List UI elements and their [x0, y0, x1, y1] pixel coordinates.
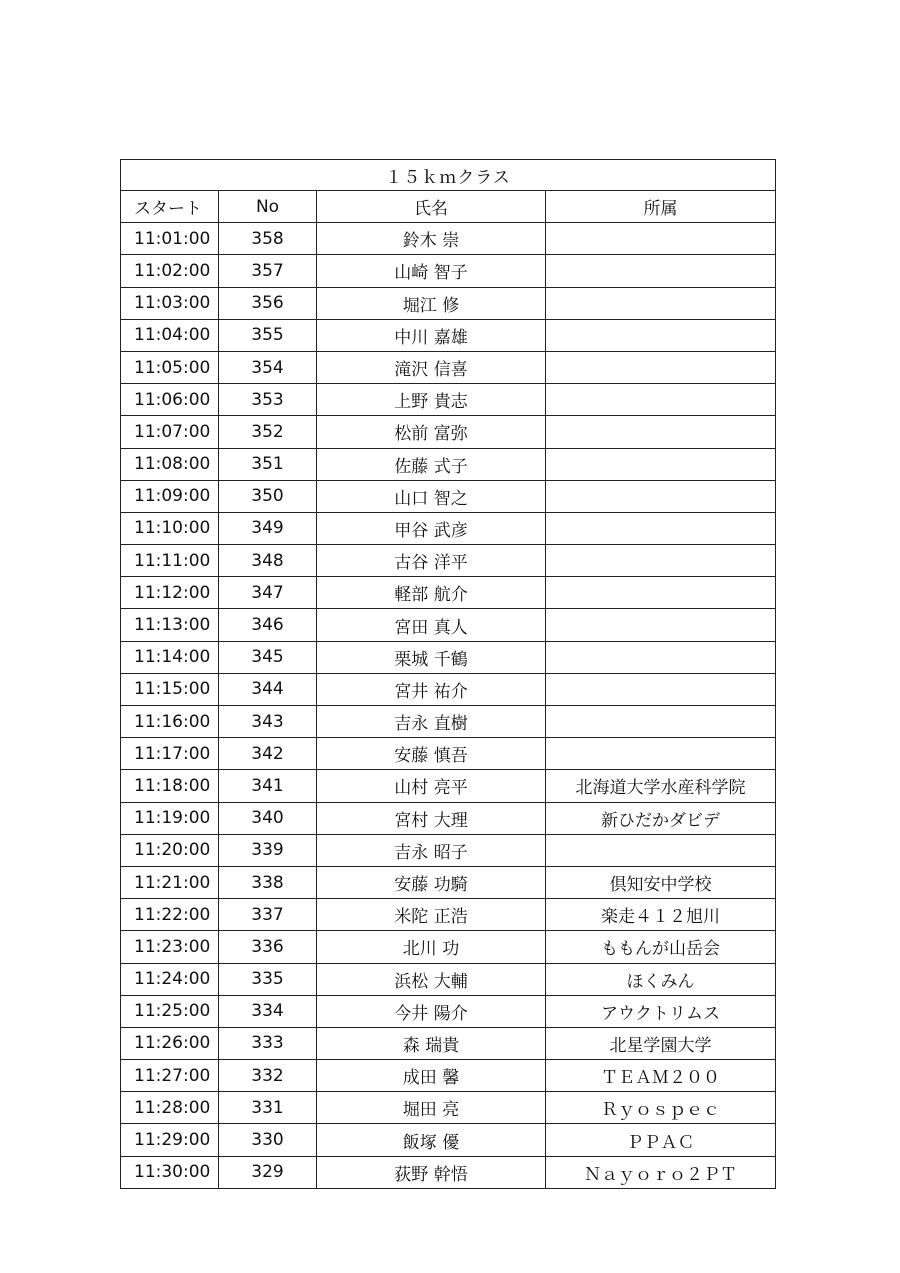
bib-number-cell: 341 [219, 770, 317, 802]
affiliation-cell [546, 319, 776, 351]
table-row [121, 1027, 776, 1059]
table-row [121, 931, 776, 963]
runner-name-cell: 米陀 正浩 [317, 899, 546, 931]
runner-name-cell: 佐藤 式子 [317, 448, 546, 480]
bib-number-cell: 357 [219, 255, 317, 287]
bib-number-cell: 342 [219, 738, 317, 770]
affiliation-cell [546, 287, 776, 319]
start-time-cell: 11:14:00 [121, 641, 219, 673]
table-row [121, 995, 776, 1027]
affiliation-cell [546, 834, 776, 866]
affiliation-cell: Ｎａｙｏｒｏ２ＰＴ [546, 1156, 776, 1188]
runner-name-cell: 堀田 亮 [317, 1092, 546, 1124]
bib-number-cell: 332 [219, 1060, 317, 1092]
start-time-cell: 11:28:00 [121, 1092, 219, 1124]
runner-name-cell: 浜松 大輔 [317, 963, 546, 995]
table-row [121, 1124, 776, 1156]
table-row [121, 706, 776, 738]
runner-name-cell: 山崎 智子 [317, 255, 546, 287]
bib-number-cell: 329 [219, 1156, 317, 1188]
affiliation-cell [546, 673, 776, 705]
runner-name-cell: 北川 功 [317, 931, 546, 963]
table-row [121, 512, 776, 544]
table-row [121, 287, 776, 319]
table-row [121, 738, 776, 770]
table-row [121, 384, 776, 416]
bib-number-cell: 349 [219, 512, 317, 544]
runner-name-cell: 上野 貴志 [317, 384, 546, 416]
affiliation-cell: ＰＰＡＣ [546, 1124, 776, 1156]
affiliation-cell: 北海道大学水産科学院 [546, 770, 776, 802]
start-time-cell: 11:20:00 [121, 834, 219, 866]
bib-number-cell: 338 [219, 866, 317, 898]
table-row [121, 770, 776, 802]
runner-name-cell: 吉永 直樹 [317, 706, 546, 738]
start-time-cell: 11:23:00 [121, 931, 219, 963]
bib-number-cell: 339 [219, 834, 317, 866]
bib-number-cell: 347 [219, 577, 317, 609]
table-row [121, 802, 776, 834]
header-affiliation: 所属 [546, 191, 776, 223]
start-time-cell: 11:03:00 [121, 287, 219, 319]
table-row [121, 223, 776, 255]
runner-name-cell: 安藤 功騎 [317, 866, 546, 898]
start-time-cell: 11:06:00 [121, 384, 219, 416]
affiliation-cell [546, 416, 776, 448]
runner-name-cell: 今井 陽介 [317, 995, 546, 1027]
start-time-cell: 11:16:00 [121, 706, 219, 738]
start-time-cell: 11:19:00 [121, 802, 219, 834]
start-time-cell: 11:10:00 [121, 512, 219, 544]
start-time-cell: 11:01:00 [121, 223, 219, 255]
table-row [121, 963, 776, 995]
runner-name-cell: 成田 馨 [317, 1060, 546, 1092]
runner-name-cell: 古谷 洋平 [317, 545, 546, 577]
bib-number-cell: 335 [219, 963, 317, 995]
table-row [121, 351, 776, 383]
bib-number-cell: 348 [219, 545, 317, 577]
affiliation-cell [546, 448, 776, 480]
table-row [121, 319, 776, 351]
start-time-cell: 11:18:00 [121, 770, 219, 802]
start-time-cell: 11:27:00 [121, 1060, 219, 1092]
table-row [121, 866, 776, 898]
affiliation-cell: 新ひだかダビデ [546, 802, 776, 834]
affiliation-cell: ほくみん [546, 963, 776, 995]
bib-number-cell: 345 [219, 641, 317, 673]
start-time-cell: 11:17:00 [121, 738, 219, 770]
table-row [121, 1092, 776, 1124]
runner-name-cell: 松前 富弥 [317, 416, 546, 448]
header-row [121, 191, 776, 223]
runner-name-cell: 山村 亮平 [317, 770, 546, 802]
affiliation-cell: Ｒｙｏｓｐｅｃ [546, 1092, 776, 1124]
start-time-cell: 11:24:00 [121, 963, 219, 995]
bib-number-cell: 358 [219, 223, 317, 255]
bib-number-cell: 356 [219, 287, 317, 319]
runner-name-cell: 吉永 昭子 [317, 834, 546, 866]
bib-number-cell: 337 [219, 899, 317, 931]
bib-number-cell: 334 [219, 995, 317, 1027]
affiliation-cell: 北星学園大学 [546, 1027, 776, 1059]
title-row [121, 160, 776, 191]
affiliation-cell: 倶知安中学校 [546, 866, 776, 898]
runner-name-cell: 飯塚 優 [317, 1124, 546, 1156]
start-time-cell: 11:07:00 [121, 416, 219, 448]
start-time-cell: 11:21:00 [121, 866, 219, 898]
bib-number-cell: 355 [219, 319, 317, 351]
affiliation-cell [546, 738, 776, 770]
class-title: １５ｋｍクラス [121, 160, 776, 191]
affiliation-cell [546, 512, 776, 544]
affiliation-cell: 楽走４１２旭川 [546, 899, 776, 931]
bib-number-cell: 354 [219, 351, 317, 383]
header-name: 氏名 [317, 191, 546, 223]
affiliation-cell [546, 223, 776, 255]
bib-number-cell: 343 [219, 706, 317, 738]
start-time-cell: 11:22:00 [121, 899, 219, 931]
start-list-table [120, 159, 776, 1189]
header-no: No [219, 191, 317, 223]
runner-name-cell: 宮田 真人 [317, 609, 546, 641]
runner-name-cell: 山口 智之 [317, 480, 546, 512]
affiliation-cell [546, 255, 776, 287]
bib-number-cell: 340 [219, 802, 317, 834]
runner-name-cell: 軽部 航介 [317, 577, 546, 609]
start-time-cell: 11:25:00 [121, 995, 219, 1027]
bib-number-cell: 336 [219, 931, 317, 963]
table-row [121, 448, 776, 480]
start-time-cell: 11:30:00 [121, 1156, 219, 1188]
bib-number-cell: 330 [219, 1124, 317, 1156]
start-time-cell: 11:05:00 [121, 351, 219, 383]
affiliation-cell [546, 545, 776, 577]
runner-name-cell: 栗城 千鶴 [317, 641, 546, 673]
table-row [121, 673, 776, 705]
affiliation-cell [546, 480, 776, 512]
start-time-cell: 11:08:00 [121, 448, 219, 480]
runner-name-cell: 宮井 祐介 [317, 673, 546, 705]
bib-number-cell: 353 [219, 384, 317, 416]
runner-name-cell: 堀江 修 [317, 287, 546, 319]
runner-name-cell: 宮村 大理 [317, 802, 546, 834]
affiliation-cell [546, 706, 776, 738]
table-row [121, 577, 776, 609]
start-time-cell: 11:11:00 [121, 545, 219, 577]
start-list-sheet [120, 159, 775, 1189]
table-row [121, 609, 776, 641]
start-time-cell: 11:26:00 [121, 1027, 219, 1059]
bib-number-cell: 352 [219, 416, 317, 448]
runner-name-cell: 安藤 慎吾 [317, 738, 546, 770]
affiliation-cell [546, 384, 776, 416]
header-start: スタート [121, 191, 219, 223]
affiliation-cell [546, 641, 776, 673]
affiliation-cell [546, 577, 776, 609]
affiliation-cell: ＴＥＡＭ２００ [546, 1060, 776, 1092]
start-time-cell: 11:12:00 [121, 577, 219, 609]
table-body [121, 223, 776, 1189]
bib-number-cell: 333 [219, 1027, 317, 1059]
affiliation-cell: アウクトリムス [546, 995, 776, 1027]
start-time-cell: 11:02:00 [121, 255, 219, 287]
start-time-cell: 11:04:00 [121, 319, 219, 351]
table-row [121, 416, 776, 448]
start-time-cell: 11:09:00 [121, 480, 219, 512]
bib-number-cell: 351 [219, 448, 317, 480]
bib-number-cell: 350 [219, 480, 317, 512]
runner-name-cell: 荻野 幹悟 [317, 1156, 546, 1188]
table-row [121, 480, 776, 512]
table-row [121, 255, 776, 287]
start-time-cell: 11:15:00 [121, 673, 219, 705]
table-row [121, 899, 776, 931]
table-row [121, 641, 776, 673]
bib-number-cell: 331 [219, 1092, 317, 1124]
table-row [121, 1060, 776, 1092]
runner-name-cell: 甲谷 武彦 [317, 512, 546, 544]
table-row [121, 834, 776, 866]
runner-name-cell: 鈴木 崇 [317, 223, 546, 255]
start-time-cell: 11:13:00 [121, 609, 219, 641]
affiliation-cell [546, 351, 776, 383]
bib-number-cell: 344 [219, 673, 317, 705]
bib-number-cell: 346 [219, 609, 317, 641]
table-row [121, 545, 776, 577]
runner-name-cell: 森 瑞貴 [317, 1027, 546, 1059]
runner-name-cell: 中川 嘉雄 [317, 319, 546, 351]
affiliation-cell: ももんが山岳会 [546, 931, 776, 963]
affiliation-cell [546, 609, 776, 641]
table-row [121, 1156, 776, 1188]
start-time-cell: 11:29:00 [121, 1124, 219, 1156]
runner-name-cell: 滝沢 信喜 [317, 351, 546, 383]
